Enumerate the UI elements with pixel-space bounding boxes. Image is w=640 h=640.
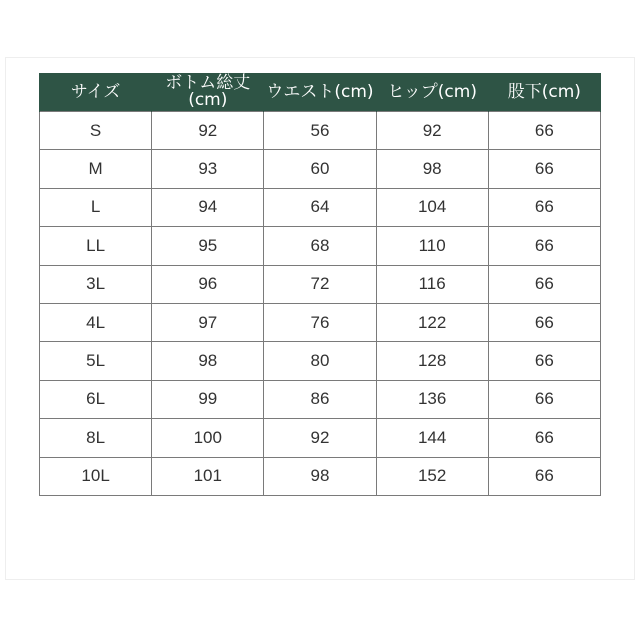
table-header [40, 73, 601, 112]
cell-waist: 98 [264, 457, 376, 495]
cell-bottom-length: 94 [152, 188, 264, 226]
header-inseam [488, 73, 600, 112]
cell-waist: 76 [264, 303, 376, 341]
header-label: 股下(cm) [507, 81, 581, 102]
cell-waist: 68 [264, 227, 376, 265]
cell-size: 10L [40, 457, 152, 495]
cell-bottom-length: 101 [152, 457, 264, 495]
header-label: ボトム総丈(cm) [165, 73, 251, 110]
cell-waist: 92 [264, 419, 376, 457]
cell-size: 4L [40, 303, 152, 341]
cell-inseam: 66 [488, 342, 600, 380]
cell-size: L [40, 188, 152, 226]
header-waist [264, 73, 376, 112]
table-row [40, 419, 601, 457]
cell-inseam: 66 [488, 457, 600, 495]
cell-size: 5L [40, 342, 152, 380]
cell-waist: 60 [264, 150, 376, 188]
cell-hip: 110 [376, 227, 488, 265]
header-bottom-length [152, 73, 264, 112]
cell-inseam: 66 [488, 227, 600, 265]
cell-waist: 64 [264, 188, 376, 226]
cell-bottom-length: 97 [152, 303, 264, 341]
cell-bottom-length: 95 [152, 227, 264, 265]
table-body [40, 112, 601, 496]
cell-inseam: 66 [488, 112, 600, 150]
table-row [40, 188, 601, 226]
cell-size: S [40, 112, 152, 150]
cell-hip: 122 [376, 303, 488, 341]
header-label: ウエスト(cm) [266, 81, 374, 102]
cell-inseam: 66 [488, 380, 600, 418]
cell-bottom-length: 96 [152, 265, 264, 303]
header-label: サイズ [70, 81, 121, 102]
table-row [40, 112, 601, 150]
cell-bottom-length: 100 [152, 419, 264, 457]
cell-hip: 104 [376, 188, 488, 226]
cell-inseam: 66 [488, 265, 600, 303]
cell-hip: 136 [376, 380, 488, 418]
cell-hip: 116 [376, 265, 488, 303]
table-row [40, 227, 601, 265]
cell-waist: 80 [264, 342, 376, 380]
table-row [40, 457, 601, 495]
cell-hip: 98 [376, 150, 488, 188]
cell-size: 8L [40, 419, 152, 457]
cell-inseam: 66 [488, 419, 600, 457]
cell-hip: 152 [376, 457, 488, 495]
cell-waist: 56 [264, 112, 376, 150]
header-row [40, 73, 601, 112]
cell-size: 6L [40, 380, 152, 418]
cell-bottom-length: 98 [152, 342, 264, 380]
header-size [40, 73, 152, 112]
cell-waist: 72 [264, 265, 376, 303]
cell-bottom-length: 99 [152, 380, 264, 418]
header-label: ヒップ(cm) [387, 81, 477, 102]
cell-hip: 128 [376, 342, 488, 380]
table-row [40, 303, 601, 341]
cell-hip: 144 [376, 419, 488, 457]
cell-size: 3L [40, 265, 152, 303]
cell-hip: 92 [376, 112, 488, 150]
cell-waist: 86 [264, 380, 376, 418]
cell-inseam: 66 [488, 303, 600, 341]
cell-inseam: 66 [488, 188, 600, 226]
size-chart-table [39, 73, 601, 496]
cell-bottom-length: 93 [152, 150, 264, 188]
cell-bottom-length: 92 [152, 112, 264, 150]
cell-size: LL [40, 227, 152, 265]
table-row [40, 380, 601, 418]
cell-size: M [40, 150, 152, 188]
table-row [40, 265, 601, 303]
table-row [40, 150, 601, 188]
header-hip [376, 73, 488, 112]
cell-inseam: 66 [488, 150, 600, 188]
table-row [40, 342, 601, 380]
